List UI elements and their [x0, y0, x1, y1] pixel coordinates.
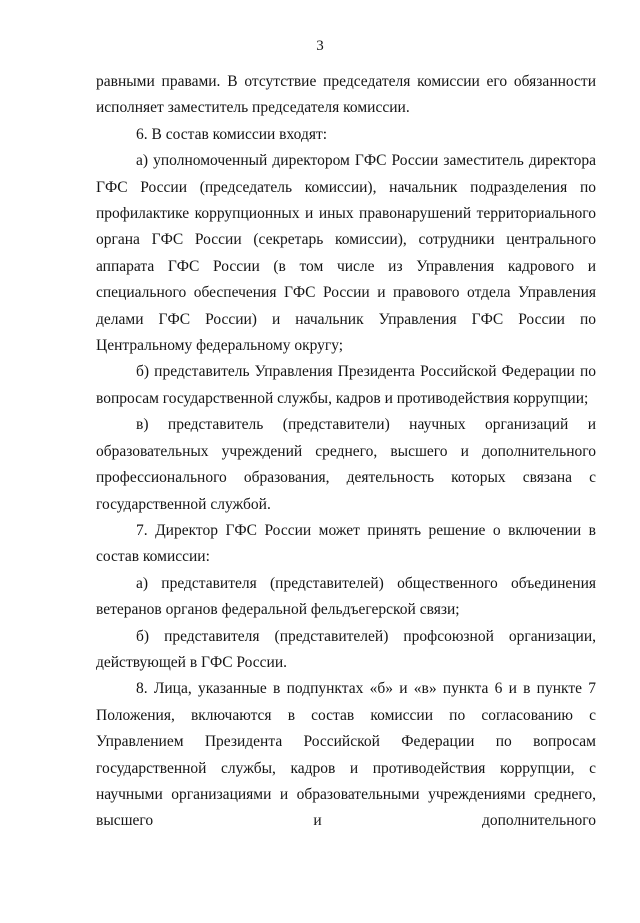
paragraph-item-6: 6. В состав комиссии входят:: [136, 125, 328, 143]
paragraph-item-6a: а) уполномоченный директором ГФС России заместитель директора ГФС России (председатель комиссии), начальник подразделения по профилактике коррупционных и иных правонарушений территориального органа ГФС России (секретарь комиссии), сотрудники центрального аппарата ГФС России (в том числе из Управления кадрового и специального обеспечения ГФС России и правового отдела Управления делами ГФС России) и начальник Управления ГФС России по Центральному федеральному округу;: [96, 152, 596, 355]
paragraph-item-7: 7. Директор ГФС России может принять решение о включении в состав комиссии:: [96, 521, 596, 566]
paragraph-continuation: равными правами. В отсутствие председателя комиссии его обязанности исполняет заместитель председателя комиссии.: [96, 73, 596, 117]
paragraph-item-7b: б) представителя (представителей) профсоюзной организации, действующей в ГФС России.: [96, 627, 596, 671]
paragraph-item-7a: а) представителя (представителей) общественного объединения ветеранов органов федеральной фельдъегерской связи;: [96, 574, 596, 619]
paragraph-item-6v: в) представитель (представители) научных организаций и образовательных учреждений среднего, высшего и дополнительного профессионального образования, деятельность которых связана с государственной службой.: [96, 416, 596, 513]
document-body: [96, 69, 596, 835]
paragraph-item-6b: б) представитель Управления Президента Российской Федерации по вопросам государственной службы, кадров и противодействия коррупции;: [96, 363, 596, 407]
page-number: 3: [316, 38, 324, 54]
paragraph-item-8: 8. Лица, указанные в подпунктах «б» и «в» пункта 6 и в пункте 7 Положения, включаются в состав комиссии по согласованию с Управлением Президента Российской Федерации по вопросам государственной службы, кадров и противодействия коррупции, с научными организациями и образовательными учреждениями среднего, высшего и дополнительного: [96, 680, 596, 830]
